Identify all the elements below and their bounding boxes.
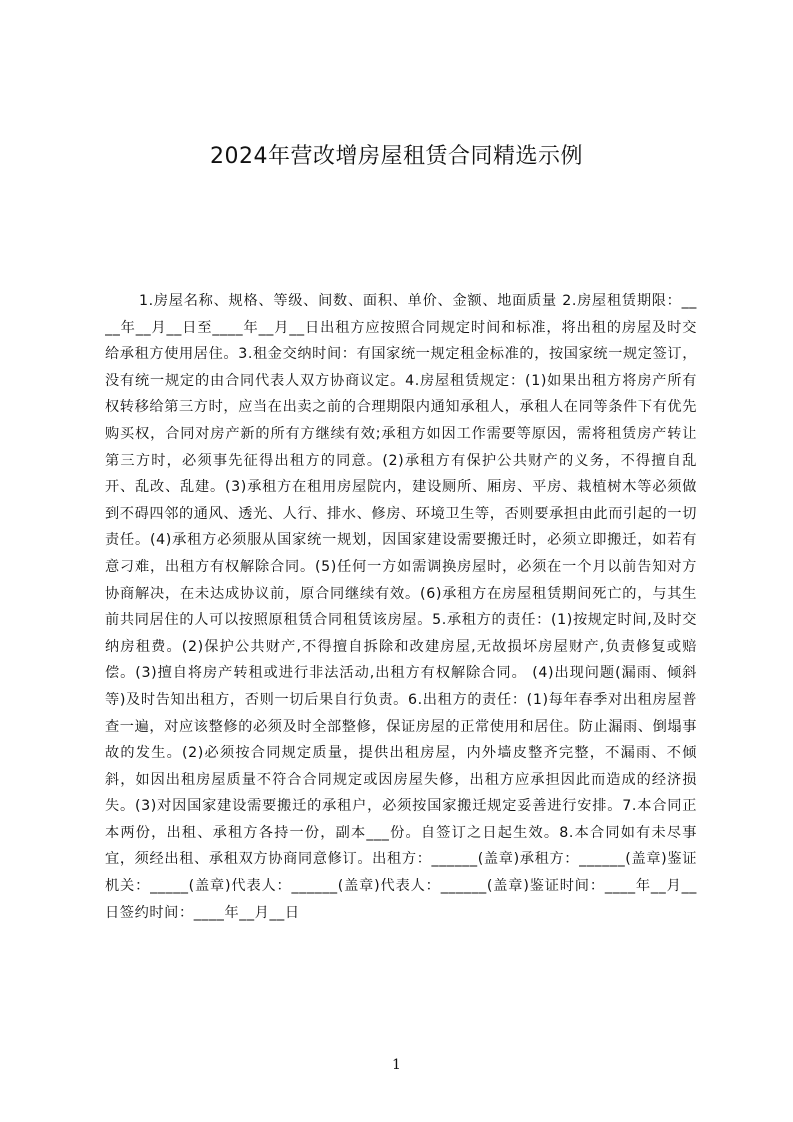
page-title: 2024年营改增房屋租赁合同精选示例 (210, 144, 583, 169)
page-number: 1 (392, 1057, 401, 1073)
contract-body-text: 1.房屋名称、规格、等级、间数、面积、单价、金额、地面质量 2.房屋租赁期限：____年__月__日至____年__月__日出租方应按照合同规定时间和标准，将出租的房屋及时交给承租方使用居住。3.租金交纳时间：有国家统一规定租金标准的，按国家统一规定签订，没有统一规定的由合同代表人双方协商议定。4.房屋租赁规定：(1)如果出租方将房产所有权转移给第三方时，应当在出卖之前的合理期限内通知承租人，承租人在同等条件下有优先购买权，合同对房产新的所有方继续有效;承租方如因工作需要等原因，需将租赁房产转让第三方时，必须事先征得出租方的同意。(2)承租方有保护公共财产的义务，不得擅自乱开、乱改、乱建。(3)承租方在租用房屋院内，建设厕所、厢房、平房、栽植树木等必须做到不碍四邻的通风、透光、人行、排水、修房、环境卫生等，否则要承担由此而引起的一切责任。(4)承租方必须服从国家统一规划，因国家建设需要搬迁时，必须立即搬迁，如若有意刁难，出租方有权解除合同。(5)任何一方如需调换房屋时，必须在一个月以前告知对方协商解决，在未达成协议前，原合同继续有效。(6)承租方在房屋租赁期间死亡的，与其生前共同居住的人可以按照原租赁合同租赁该房屋。5.承租方的责任：(1)按规定时间,及时交纳房租费。(2)保护公共财产,不得擅自拆除和改建房屋,无故损坏房屋财产,负责修复或赔偿。(3)擅自将房产转租或进行非法活动,出租方有权解除合同。 (4)出现问题(漏雨、倾斜等)及时告知出租方，否则一切后果自行负责。6.出租方的责任：(1)每年春季对出租房屋普查一遍，对应该整修的必须及时全部整修，保证房屋的正常使用和居住。防止漏雨、倒塌事故的发生。(2)必须按合同规定质量，提供出租房屋，内外墙皮整齐完整，不漏雨、不倾斜，如因出租房屋质量不符合合同规定或因房屋失修，出租方应承担因此而造成的经济损失。(3)对因国家建设需要搬迁的承租户，必须按国家搬迁规定妥善进行安排。7.本合同正本两份，出租、承租方各持一份，副本___份。自签订之日起生效。8.本合同如有未尽事宜，须经出租、承租双方协商同意修订。出租方：______(盖章)承租方：______(盖章)鉴证机关：_____(盖章)代表人：______(盖章)代表人：______(盖章)鉴证时间：____年__月__日签约时间：____年__月__日 (105, 293, 697, 921)
